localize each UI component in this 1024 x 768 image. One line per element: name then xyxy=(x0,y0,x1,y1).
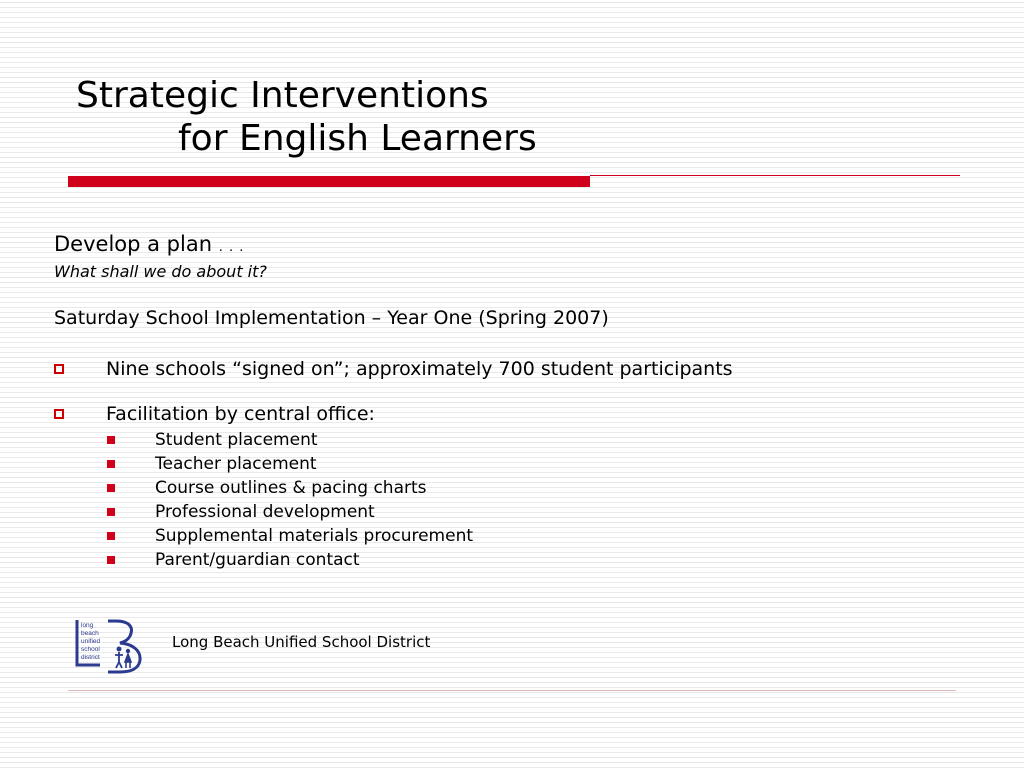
filled-square-bullet-icon xyxy=(107,436,115,444)
title-underline-thin xyxy=(590,175,960,176)
bullet-text: Facilitation by central office: xyxy=(106,403,375,425)
svg-text:beach: beach xyxy=(81,630,99,637)
ellipsis: . . . xyxy=(218,240,245,255)
question-text: What shall we do about it? xyxy=(54,262,267,281)
footer-organization: Long Beach Unified School District xyxy=(172,633,431,651)
title-line-1: Strategic Interventions xyxy=(76,75,489,116)
lbusd-logo xyxy=(74,618,144,674)
filled-square-bullet-icon xyxy=(107,556,115,564)
develop-label: Develop a plan xyxy=(54,232,213,256)
develop-plan-text xyxy=(54,232,244,256)
title-underline-thick xyxy=(68,176,590,187)
svg-text:unified: unified xyxy=(81,638,101,645)
svg-text:school: school xyxy=(81,646,100,653)
bullet-text: Nine schools “signed on”; approximately 700 student participants xyxy=(106,358,733,380)
sub-bullet-text: Course outlines & pacing charts xyxy=(155,478,427,498)
footer-divider xyxy=(68,690,956,691)
svg-text:long: long xyxy=(81,622,94,629)
section-heading: Saturday School Implementation – Year One (Spring 2007) xyxy=(54,307,609,329)
sub-bullet-text: Teacher placement xyxy=(155,454,317,474)
title-line-2: for English Learners xyxy=(178,118,537,159)
hollow-square-bullet-icon xyxy=(54,364,64,374)
sub-bullet-text: Supplemental materials procurement xyxy=(155,526,474,546)
filled-square-bullet-icon xyxy=(107,532,115,540)
hollow-square-bullet-icon xyxy=(54,409,64,419)
sub-bullet-text: Student placement xyxy=(155,430,318,450)
filled-square-bullet-icon xyxy=(107,484,115,492)
filled-square-bullet-icon xyxy=(107,460,115,468)
slide-title xyxy=(76,74,537,160)
svg-text:district: district xyxy=(81,654,100,661)
sub-bullet-text: Parent/guardian contact xyxy=(155,550,360,570)
filled-square-bullet-icon xyxy=(107,508,115,516)
sub-bullet-text: Professional development xyxy=(155,502,375,522)
